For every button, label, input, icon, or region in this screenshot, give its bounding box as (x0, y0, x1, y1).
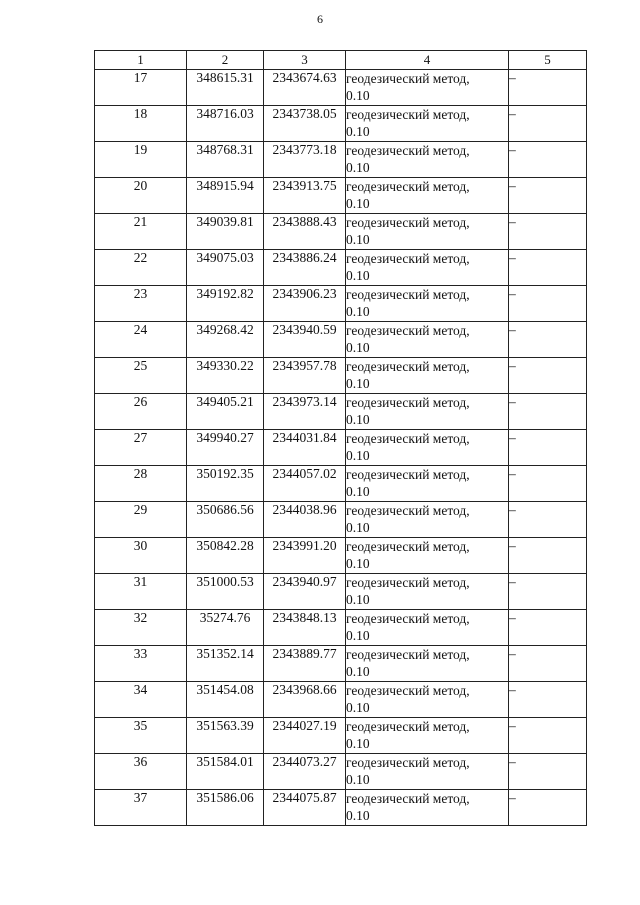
method-cell (346, 574, 509, 610)
note-cell: – (509, 286, 587, 322)
method-cell (346, 394, 509, 430)
accuracy-value: 0.10 (346, 736, 370, 751)
y-coordinate-cell: 2343848.13 (264, 610, 346, 646)
note-cell: – (509, 322, 587, 358)
note-cell: – (509, 574, 587, 610)
y-coordinate-cell: 2344073.27 (264, 754, 346, 790)
accuracy-value: 0.10 (346, 484, 370, 499)
table-row (95, 502, 587, 538)
accuracy-value: 0.10 (346, 88, 370, 103)
table-row (95, 682, 587, 718)
method-text: геодезический метод, (346, 323, 470, 338)
note-cell: – (509, 466, 587, 502)
method-text: геодезический метод, (346, 683, 470, 698)
accuracy-value: 0.10 (346, 808, 370, 823)
accuracy-value: 0.10 (346, 772, 370, 787)
method-cell (346, 286, 509, 322)
method-cell (346, 646, 509, 682)
column-header: 5 (509, 51, 587, 70)
method-cell (346, 430, 509, 466)
table-row (95, 718, 587, 754)
method-cell (346, 538, 509, 574)
y-coordinate-cell: 2343991.20 (264, 538, 346, 574)
y-coordinate-cell: 2343913.75 (264, 178, 346, 214)
method-text: геодезический метод, (346, 179, 470, 194)
table-row (95, 106, 587, 142)
y-coordinate-cell: 2343674.63 (264, 70, 346, 106)
note-cell: – (509, 610, 587, 646)
accuracy-value: 0.10 (346, 340, 370, 355)
method-text: геодезический метод, (346, 467, 470, 482)
table-row (95, 178, 587, 214)
accuracy-value: 0.10 (346, 700, 370, 715)
table-row (95, 70, 587, 106)
point-number-cell: 30 (95, 538, 187, 574)
accuracy-value: 0.10 (346, 268, 370, 283)
method-text: геодезический метод, (346, 791, 470, 806)
x-coordinate-cell: 351586.06 (187, 790, 264, 826)
column-header: 2 (187, 51, 264, 70)
y-coordinate-cell: 2343886.24 (264, 250, 346, 286)
method-cell (346, 502, 509, 538)
accuracy-value: 0.10 (346, 448, 370, 463)
note-cell: – (509, 790, 587, 826)
method-text: геодезический метод, (346, 575, 470, 590)
point-number-cell: 19 (95, 142, 187, 178)
method-cell (346, 322, 509, 358)
point-number-cell: 24 (95, 322, 187, 358)
method-text: геодезический метод, (346, 287, 470, 302)
note-cell: – (509, 106, 587, 142)
point-number-cell: 37 (95, 790, 187, 826)
x-coordinate-cell: 348915.94 (187, 178, 264, 214)
note-cell: – (509, 718, 587, 754)
table-row (95, 250, 587, 286)
method-text: геодезический метод, (346, 539, 470, 554)
method-cell (346, 682, 509, 718)
x-coordinate-cell: 349039.81 (187, 214, 264, 250)
method-text: геодезический метод, (346, 395, 470, 410)
x-coordinate-cell: 349192.82 (187, 286, 264, 322)
accuracy-value: 0.10 (346, 628, 370, 643)
table-row (95, 322, 587, 358)
method-cell (346, 142, 509, 178)
table-row (95, 142, 587, 178)
accuracy-value: 0.10 (346, 124, 370, 139)
point-number-cell: 20 (95, 178, 187, 214)
point-number-cell: 17 (95, 70, 187, 106)
note-cell: – (509, 142, 587, 178)
accuracy-value: 0.10 (346, 664, 370, 679)
y-coordinate-cell: 2344057.02 (264, 466, 346, 502)
y-coordinate-cell: 2343889.77 (264, 646, 346, 682)
y-coordinate-cell: 2343906.23 (264, 286, 346, 322)
note-cell: – (509, 358, 587, 394)
method-cell (346, 70, 509, 106)
y-coordinate-cell: 2343773.18 (264, 142, 346, 178)
table-row (95, 466, 587, 502)
table-row (95, 574, 587, 610)
note-cell: – (509, 178, 587, 214)
point-number-cell: 31 (95, 574, 187, 610)
note-cell: – (509, 214, 587, 250)
column-header: 1 (95, 51, 187, 70)
x-coordinate-cell: 348716.03 (187, 106, 264, 142)
method-text: геодезический метод, (346, 647, 470, 662)
note-cell: – (509, 682, 587, 718)
point-number-cell: 33 (95, 646, 187, 682)
point-number-cell: 29 (95, 502, 187, 538)
note-cell: – (509, 70, 587, 106)
y-coordinate-cell: 2343940.59 (264, 322, 346, 358)
method-text: геодезический метод, (346, 71, 470, 86)
method-text: геодезический метод, (346, 215, 470, 230)
table-row (95, 538, 587, 574)
method-text: геодезический метод, (346, 143, 470, 158)
y-coordinate-cell: 2343968.66 (264, 682, 346, 718)
y-coordinate-cell: 2344075.87 (264, 790, 346, 826)
accuracy-value: 0.10 (346, 556, 370, 571)
y-coordinate-cell: 2343940.97 (264, 574, 346, 610)
coordinates-table (94, 50, 587, 826)
method-cell (346, 250, 509, 286)
accuracy-value: 0.10 (346, 412, 370, 427)
x-coordinate-cell: 348768.31 (187, 142, 264, 178)
x-coordinate-cell: 348615.31 (187, 70, 264, 106)
point-number-cell: 36 (95, 754, 187, 790)
note-cell: – (509, 754, 587, 790)
accuracy-value: 0.10 (346, 196, 370, 211)
point-number-cell: 28 (95, 466, 187, 502)
table-row (95, 358, 587, 394)
method-cell (346, 358, 509, 394)
x-coordinate-cell: 349330.22 (187, 358, 264, 394)
table-row (95, 790, 587, 826)
point-number-cell: 18 (95, 106, 187, 142)
method-cell (346, 718, 509, 754)
x-coordinate-cell: 351352.14 (187, 646, 264, 682)
method-cell (346, 790, 509, 826)
note-cell: – (509, 538, 587, 574)
method-cell (346, 106, 509, 142)
accuracy-value: 0.10 (346, 232, 370, 247)
x-coordinate-cell: 351563.39 (187, 718, 264, 754)
method-text: геодезический метод, (346, 431, 470, 446)
accuracy-value: 0.10 (346, 160, 370, 175)
table-row (95, 754, 587, 790)
method-cell (346, 754, 509, 790)
table-row (95, 394, 587, 430)
x-coordinate-cell: 349940.27 (187, 430, 264, 466)
page-number: 6 (317, 12, 323, 26)
table-header-row (95, 51, 587, 70)
method-cell (346, 178, 509, 214)
point-number-cell: 22 (95, 250, 187, 286)
method-text: геодезический метод, (346, 359, 470, 374)
table-body (95, 70, 587, 826)
x-coordinate-cell: 351454.08 (187, 682, 264, 718)
x-coordinate-cell: 349075.03 (187, 250, 264, 286)
accuracy-value: 0.10 (346, 376, 370, 391)
method-text: геодезический метод, (346, 611, 470, 626)
point-number-cell: 26 (95, 394, 187, 430)
table-row (95, 430, 587, 466)
method-text: геодезический метод, (346, 503, 470, 518)
y-coordinate-cell: 2343957.78 (264, 358, 346, 394)
table-row (95, 286, 587, 322)
column-header: 4 (346, 51, 509, 70)
point-number-cell: 21 (95, 214, 187, 250)
method-text: геодезический метод, (346, 251, 470, 266)
y-coordinate-cell: 2344038.96 (264, 502, 346, 538)
x-coordinate-cell: 350842.28 (187, 538, 264, 574)
x-coordinate-cell: 351584.01 (187, 754, 264, 790)
method-cell (346, 466, 509, 502)
method-text: геодезический метод, (346, 107, 470, 122)
point-number-cell: 23 (95, 286, 187, 322)
x-coordinate-cell: 350192.35 (187, 466, 264, 502)
y-coordinate-cell: 2344027.19 (264, 718, 346, 754)
table-row (95, 214, 587, 250)
accuracy-value: 0.10 (346, 592, 370, 607)
point-number-cell: 25 (95, 358, 187, 394)
x-coordinate-cell: 349405.21 (187, 394, 264, 430)
x-coordinate-cell: 35274.76 (187, 610, 264, 646)
x-coordinate-cell: 351000.53 (187, 574, 264, 610)
table-row (95, 610, 587, 646)
point-number-cell: 32 (95, 610, 187, 646)
point-number-cell: 35 (95, 718, 187, 754)
method-text: геодезический метод, (346, 755, 470, 770)
y-coordinate-cell: 2344031.84 (264, 430, 346, 466)
method-cell (346, 610, 509, 646)
note-cell: – (509, 394, 587, 430)
note-cell: – (509, 502, 587, 538)
accuracy-value: 0.10 (346, 304, 370, 319)
x-coordinate-cell: 349268.42 (187, 322, 264, 358)
table-row (95, 646, 587, 682)
x-coordinate-cell: 350686.56 (187, 502, 264, 538)
y-coordinate-cell: 2343888.43 (264, 214, 346, 250)
note-cell: – (509, 646, 587, 682)
y-coordinate-cell: 2343738.05 (264, 106, 346, 142)
method-cell (346, 214, 509, 250)
note-cell: – (509, 430, 587, 466)
point-number-cell: 34 (95, 682, 187, 718)
note-cell: – (509, 250, 587, 286)
column-header: 3 (264, 51, 346, 70)
method-text: геодезический метод, (346, 719, 470, 734)
y-coordinate-cell: 2343973.14 (264, 394, 346, 430)
point-number-cell: 27 (95, 430, 187, 466)
accuracy-value: 0.10 (346, 520, 370, 535)
